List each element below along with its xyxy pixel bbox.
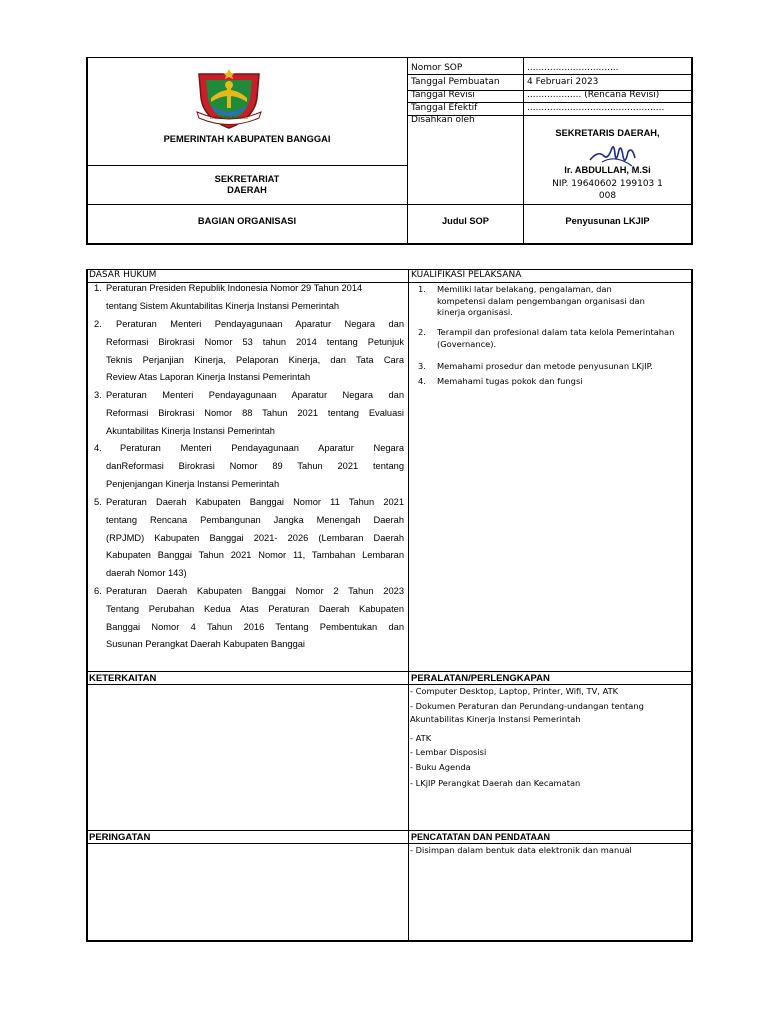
- dasar-hukum-line: danReformasi Birokrasi Nomor 89 Tahun 2021 tentang: [106, 460, 404, 471]
- kualifikasi-line: Terampil dan profesional dalam tata kelola Pemerintahan: [437, 327, 675, 337]
- peralatan-item: - Buku Agenda: [410, 762, 471, 772]
- kualifikasi-line: kinerja organisasi.: [437, 307, 513, 317]
- meta-value-efektif: ................................................: [527, 103, 665, 113]
- kualifikasi-item-4: [418, 376, 683, 388]
- pencatatan-title: PENCATATAN DAN PENDATAAN: [411, 832, 550, 842]
- kualifikasi-item-3: [418, 361, 683, 373]
- dasar-hukum-num: 3.: [94, 390, 102, 400]
- dasar-hukum-line: Peraturan Daerah Kabupaten Banggai Nomor 11 Tahun 2021: [106, 497, 404, 507]
- dasar-hukum-num: 2.: [94, 319, 102, 329]
- dasar-hukum-line: Akuntabilitas Kinerja Instansi Pemerintah: [106, 425, 275, 436]
- dasar-hukum-line: Peraturan Menteri Pendayagunaan Aparatur Negara dan: [116, 319, 404, 329]
- kualifikasi-num: 2.: [418, 327, 426, 337]
- kualifikasi-title: KUALIFIKASI PELAKSANA: [411, 270, 522, 280]
- unit-line1: SEKRETARIAT: [214, 174, 280, 184]
- dasar-hukum-item-4: [94, 440, 404, 493]
- dasar-hukum-line: (RPJMD) Kabupaten Banggai 2021- 2026 (Lembaran Daerah: [106, 532, 404, 543]
- kualifikasi-num: 1.: [418, 284, 426, 294]
- meta-value-nomor: ................................: [527, 63, 619, 73]
- dasar-hukum-item-6: [94, 583, 404, 654]
- dasar-hukum-item-3: [94, 387, 404, 440]
- meta-label-efektif: Tanggal Efektif: [411, 103, 478, 113]
- keterkaitan-title: KETERKAITAN: [89, 673, 157, 684]
- peralatan-item: Akuntabilitas Kinerja Instansi Pemerintah: [410, 714, 581, 724]
- dasar-hukum-line: Reformasi Birokrasi Nomor 53 tahun 2014 tentang Petunjuk: [106, 336, 404, 347]
- section-name: BAGIAN ORGANISASI: [197, 216, 297, 226]
- dasar-hukum-num: 6.: [94, 586, 102, 596]
- logo-banner-text: KABUPATEN BANGGAI: [210, 116, 248, 120]
- judul-sop-value: Penyusunan LKJIP: [565, 216, 650, 226]
- peralatan-item: - ATK: [410, 733, 432, 743]
- dasar-hukum-line: Reformasi Birokrasi Nomor 88 Tahun 2021 tentang Evaluasi: [106, 407, 404, 418]
- kualifikasi-line: (Governance).: [437, 338, 497, 349]
- meta-label-revisi: Tanggal Revisi: [411, 90, 475, 100]
- dasar-hukum-num: 1.: [94, 283, 102, 293]
- dasar-hukum-line: Peraturan Menteri Pendayagunaan Aparatur Negara: [120, 443, 404, 453]
- dasar-hukum-line: Peraturan Menteri Pendayagunaan Aparatur Negara dan: [106, 390, 404, 400]
- dasar-hukum-line: Tentang Perubahan Kedua Atas Peraturan Daerah Kabupaten: [106, 603, 404, 614]
- dasar-hukum-line: Teknis Perjanjian Kinerja, Pelaporan Kinerja, dan Tata Cara: [106, 354, 404, 365]
- kualifikasi-line: kompetensi dalam pengembangan organisasi dan: [437, 295, 645, 306]
- pencatatan-item: - Disimpan dalam bentuk data elektronik dan manual: [410, 845, 632, 855]
- kualifikasi-item-2: [418, 327, 683, 350]
- peralatan-item: - Lembar Disposisi: [410, 747, 487, 757]
- kualifikasi-line: Memahami tugas pokok dan fungsi: [437, 376, 583, 386]
- peralatan-item: - Dokumen Peraturan dan Perundang-undangan tentang: [410, 701, 644, 711]
- dasar-hukum-line: Banggai Nomor 4 Tahun 2016 Tentang Pembentukan dan: [106, 621, 404, 632]
- dasar-hukum-item-5: [94, 494, 404, 583]
- dasar-hukum-num: 4.: [94, 443, 102, 453]
- dasar-hukum-line: Penjenjangan Kinerja Instansi Pemerintah: [106, 478, 280, 489]
- peralatan-item: - LKjIP Perangkat Daerah dan Kecamatan: [410, 778, 581, 788]
- kabupaten-logo: [193, 68, 265, 130]
- dasar-hukum-item-2: [94, 316, 404, 387]
- signer-nip-line2: 008: [598, 191, 617, 201]
- unit-line2: DAERAH: [227, 185, 267, 195]
- kualifikasi-item-1: [418, 284, 683, 319]
- meta-value-pembuatan: 4 Februari 2023: [527, 77, 599, 87]
- dasar-hukum-line: Susunan Perangkat Daerah Kabupaten Banggai: [106, 639, 306, 650]
- dasar-hukum-title: DASAR HUKUM: [89, 270, 157, 280]
- dasar-hukum-line: Peraturan Daerah Kabupaten Banggai Nomor 2 Tahun 2023: [106, 586, 404, 596]
- signer-nip-line1: NIP. 19640602 199103 1: [552, 179, 663, 189]
- judul-sop-label: Judul SOP: [441, 216, 489, 226]
- dasar-hukum-line: Peraturan Presiden Republik Indonesia Nomor 29 Tahun 2014: [106, 283, 363, 293]
- meta-label-pembuatan: Tanggal Pembuatan: [411, 77, 500, 87]
- disahkan-label: Disahkan oleh: [411, 115, 475, 125]
- dasar-hukum-line: tentang Sistem Akuntabilitas Kinerja Instansi Pemerintah: [106, 300, 340, 311]
- kualifikasi-line: Memahami prosedur dan metode penyusunan LKjIP.: [437, 361, 653, 371]
- dasar-hukum-line: tentang Rencana Pembangunan Jangka Menengah Daerah: [106, 514, 404, 525]
- dasar-hukum-line: Kabupaten Banggai Tahun 2021 Nomor 11, Tambahan Lembaran: [106, 550, 404, 561]
- meta-label-nomor: Nomor SOP: [411, 63, 463, 73]
- signer-name: Ir. ABDULLAH, M.Si: [564, 165, 651, 175]
- dasar-hukum-item-1: [94, 280, 404, 316]
- signer-title: SEKRETARIS DAERAH,: [555, 128, 660, 138]
- kualifikasi-num: 4.: [418, 376, 426, 386]
- meta-value-revisi: ................... (Rencana Revisi): [527, 90, 660, 100]
- kualifikasi-line: Memiliki latar belakang, pengalaman, dan: [437, 284, 612, 294]
- peralatan-item: - Computer Desktop, Laptop, Printer, Wifi, TV, ATK: [410, 686, 619, 696]
- dasar-hukum-num: 5.: [94, 497, 102, 507]
- kualifikasi-num: 3.: [418, 361, 426, 371]
- peralatan-title: PERALATAN/PERLENGKAPAN: [411, 673, 550, 684]
- peringatan-title: PERINGATAN: [89, 832, 151, 843]
- dasar-hukum-line: Review Atas Laporan Kinerja Instansi Pemerintah: [106, 372, 311, 383]
- dasar-hukum-line: daerah Nomor 143): [106, 568, 187, 579]
- org-name: PEMERINTAH KABUPATEN BANGGAI: [163, 134, 331, 144]
